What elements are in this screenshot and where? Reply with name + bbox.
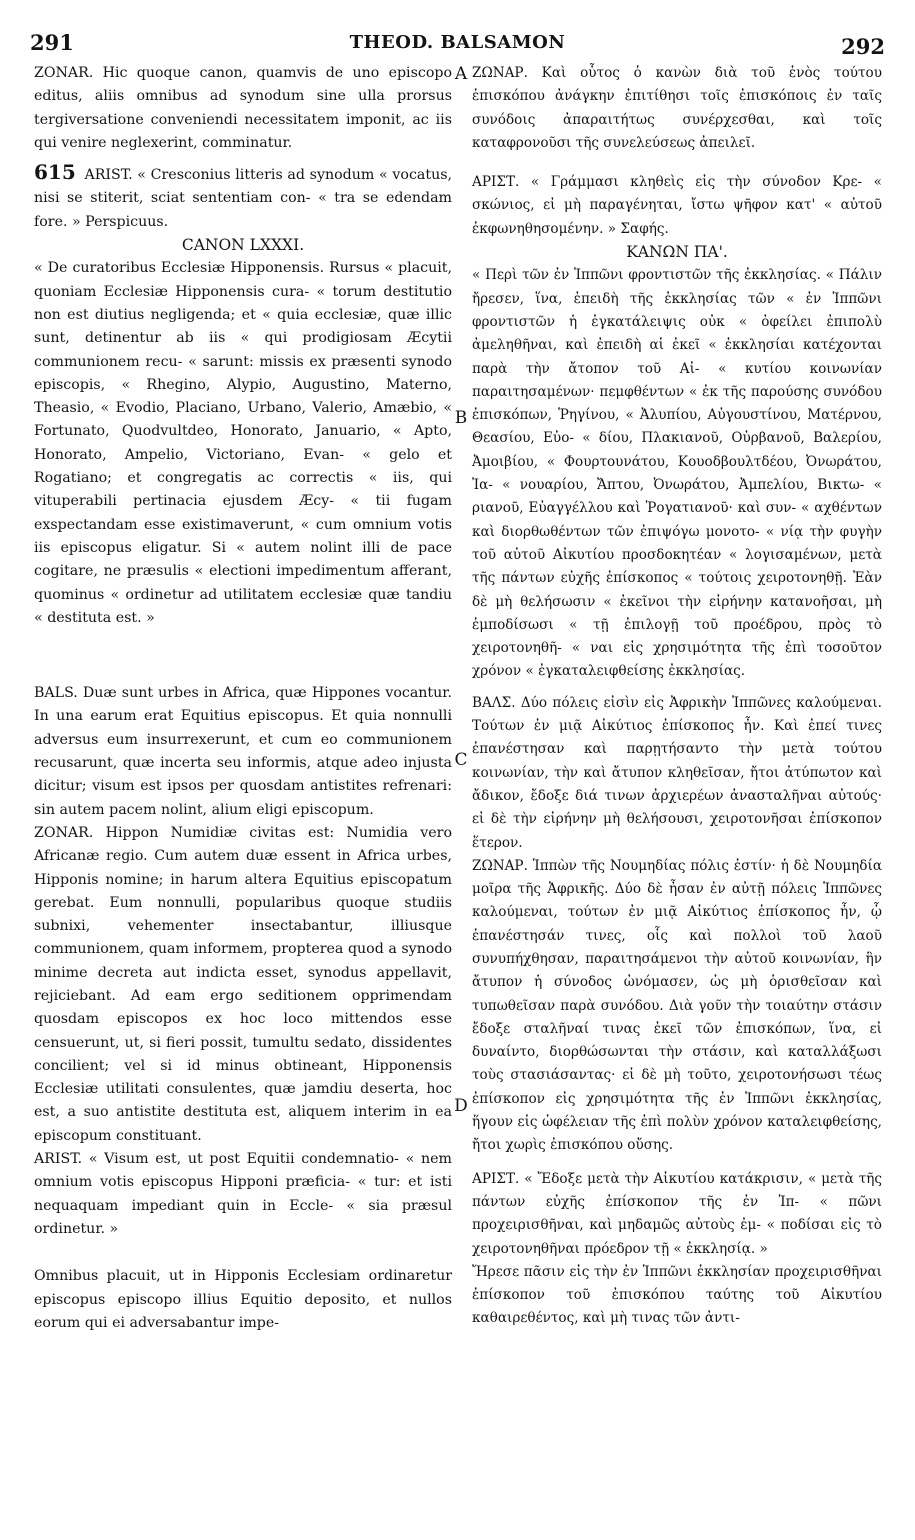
greek-zonar-paragraph-2: ΖΩΝΑΡ. Ἱππὼν τῆς Νουμηδίας πόλις ἐστίν· ἡ δὲ Νουμηδία μοῖρα τῆς Ἀφρικῆς. Δύο δὲ ἦσαν ἐν αὐτῇ πόλεις Ἱππῶνες καλούμεναι, τούτων ἐν μιᾷ Αἰκύτιος ἐπίσκοπος ἦν, ᾧ ἐπανέστησάν τινες, οἷς καὶ πολλοὶ τοῦ λαοῦ συνυπήχθησαν, παραιτησάμενοι τὴν αὐτοῦ κοινωνίαν, ἣν ἄτυπον ἡ σύνοδος ὠνόμασεν, ὡς μὴ ὁρισθεῖσαν καὶ τυπωθεῖσαν παρὰ συνόδου. Διὰ γοῦν τὴν τοιαύτην στάσιν ἔδοξε σταλῆναί τινας ἐκεῖ τῶν ἐπισκόπων, ἵνα, εἰ δυναίντο, διορθώσωνται τὴν στάσιν, καὶ καταλλάξωσι τοὺς στασιάσαντας· εἰ δὲ μὴ τοῦτο, χειροτονήσωσι τέως ἐπίσκοπον εἰς χρησιμότητα τῆς ἐν Ἱππῶνι ἐκκλησίας, ἥγουν εἰς ὠφέλειαν τῆς ἐπὶ πολὺν χρόνον καταλειφθείσης, ἤτοι χωρὶς ἐπισκόπου οὔσης. [472,857,882,1154]
arist-paragraph-1 [34,161,452,234]
page-number-left: 291 [30,30,74,55]
latin-column [34,62,452,1335]
canon-title-latin: CANON LXXXI. [181,236,305,255]
margin-letter-b: B [454,408,468,428]
zonar-paragraph-1: ZONAR. Hic quoque canon, quamvis de uno episcopo editus, aliis omnibus ad synodum sine ulla prorsus tergiversatione conveniendi necessitatem imponit, ac iis qui venire neglexerint, comminatur. [34,65,452,151]
greek-bals-paragraph: ΒΑΛΣ. Δύο πόλεις εἰσὶν εἰς Ἀφρικὴν Ἱππῶνες καλούμεναι. Τούτων ἐν μιᾷ Αἰκύτιος ἐπίσκοπος ἦν. Καὶ ἐπεί τινες ἐπανέστησαν καὶ παρῃτήσαντο τὴν μετὰ τούτου κοινωνίαν, τὴν καὶ ἄτυπον κληθεῖσαν, ἤτοι ἀτύπωτον καὶ ἄδικον, ἔδοξε διά τινων ἀρχιερέων ἀνασταλῆναι αὐτούς· εἰ δὲ τὴν εἰρήνην μὴ θελήσουσι, χειροτονῆσαι ἐπίσκοπον ἕτερον. [472,694,882,851]
margin-letter-d: D [454,1096,468,1116]
greek-presse-paragraph: Ἤρεσε πᾶσιν εἰς τὴν ἐν Ἱππῶνι ἐκκλησίαν προχειρισθῆναι ἐπίσκοπον τοῦ ἐπισκόπου ταύτης τοῦ Αἰκυτίου καθαιρεθέντος, καὶ μὴ τινας τῶν ἀντι- [472,1263,882,1327]
page-header [30,30,885,60]
bals-paragraph: BALS. Duæ sunt urbes in Africa, quæ Hippones vocantur. In una earum erat Equitius episcopus. Et quia nonnulli adversus eum insurrexerunt, et cum eo communionem recusarunt, quæ incerta seu informis, atque adeo injusta dicitur; visum est ipsos per quosdam antistites refrenari: sin autem pacem nolint, alium eligi episcopum. [34,685,452,818]
arist-paragraph-2: ARIST. « Visum est, ut post Equitii condemnatio- « nem omnium votis episcopus Hipponi præficia- « tur: et isti nequaquam impediant quin in Eccle- « sia præsul ordinetur. » [34,1151,452,1237]
canon-text-greek: « Περὶ τῶν ἐν Ἱππῶνι φροντιστῶν τῆς ἐκκλησίας. « Πάλιν ἤρεσεν, ἵνα, ἐπειδὴ τῆς ἐκκλησίας τῶν « ἐν Ἱππῶνι φροντιστῶν ἡ ἐγκατάλειψις οὐκ « ὀφείλει ἐπιπολὺ ἀμεληθῆναι, καὶ ἐπειδὴ αἱ ἐκεῖ « ἐκκλησίαι κατέχονται παρὰ τὴν ἄτοπον τοῦ Αἰ- « κυτίου κοινωνίαν παραιτησαμένων· πεμφθέντων « ἐκ τῆς παρούσης συνόδου ἐπισκόπων, Ῥηγίνου, « Ἀλυπίου, Αὐγουστίνου, Ματέρνου, Θεασίου, Εὐο- « δίου, Πλακιανοῦ, Οὐρβανοῦ, Βαλερίου, Ἀμοιβίου, « Φουρτουνάτου, Κουοδβουλτδέου, Ὀνωράτου, Ἰα- « νουαρίου, Ἄπτου, Ὀνωράτου, Ἀμπελίου, Βικτω- « ριανοῦ, Εὐαγγέλλου καὶ Ῥογατιανοῦ· καὶ συν- « αχθέντων καὶ διορθωθέντων τῶν ἐπιψόγω μονοτο- « νίᾳ τὴν φυγὴν τοῦ αὐτοῦ Αἰκυτίου προσδοκητέαν « λογισαμένων, μετὰ τῆς πάντων εὐχῆς ἐπίσκοπος « τούτοις χειροτονηθῇ. Ἐὰν δὲ μὴ θελήσωσιν « ἐκεῖνοι τὴν εἰρήνην κατανοῆσαι, μὴ ἐμποδίσωσι « τῇ ἐπιλογῇ τοῦ προέδρου, πρὸς τὸ χειροτονηθῆ- « ναι εἰς χρησιμότητα τῆς ἐπὶ τοσοῦτον χρόνον « ἐγκαταλειφθείσης ἐκκλησίας. [472,267,882,680]
canon-text-latin: « De curatoribus Ecclesiæ Hipponensis. Rursus « placuit, quoniam Ecclesiæ Hipponensis cura- « torum destitutio non est diutius negligenda; et « quia ecclesiæ, quæ illic sunt, detinentur ab iis « qui prodigiosam Æcytii communionem recu- « sarunt: missis ex præsenti synodo episcopis, « Rhegino, Alypio, Augustino, Materno, Theasio, « Evodio, Placiano, Urbano, Valerio, Amæbio, « Fortunato, Quodvultdeo, Honorato, Januario, « Apto, Honorato, Ampelio, Victoriano, Evan- « gelo et Rogatiano; et congregatis ac correctis « iis, qui vituperabili pertinacia ejusdem Æcy- « tii fugam exspectandam esse existimaverunt, « cum omnium votis iis episcopus eligatur. Si « autem nolint illi de pace cogitare, ne præsulis « electioni impedimentum afferant, quominus « ordinetur ad utilitatem ecclesiæ quæ tandiu « destituta est. » [34,260,452,626]
omnibus-paragraph: Omnibus placuit, ut in Hipponis Ecclesiam ordinaretur episcopus episcopo illius Equitio deposito, et nullos eorum qui ei adversabantur impe- [34,1268,452,1331]
greek-column [472,62,882,1331]
running-title: THEOD. BALSAMON [349,32,566,53]
greek-arist-paragraph-1: ΑΡΙΣΤ. « Γράμμασι κληθεὶς εἰς τὴν σύνοδον Κρε- « σκώνιος, εἰ μὴ παραγένηται, ἴστω ψῆφον κατ' « αὐτοῦ ἐκφωνηθησομένην. » Σαφής. [472,174,882,237]
page-number-right: 292 [841,34,885,59]
zonar-paragraph-2: ZONAR. Hippon Numidiæ civitas est: Numidia vero Africanæ regio. Cum autem duæ essent in Africa urbes, Hipponis nomine; in harum altera Equitius episcopatum gerebat. Eum nonnulli, popularibus quoque studiis subnixi, vehementer insectabantur, illiusque communionem, quam informem, propterea quod a synodo minime decreta aut indicta esset, synodus appellavit, rejiciebant. Ad eam ergo seditionem opprimendam quosdam episcopos ex hoc loco mittendos esse censuerunt, ut, si fieri possit, tumultu sedato, dissidentes concilient; vel si id minus obtineant, Hipponensis Ecclesiæ utilitati consulentes, quæ jamdiu deserta, hoc est, a suo antistite destituta est, aliquem interim in ea episcopum constituant. [34,824,452,1144]
greek-arist-paragraph-2: ΑΡΙΣΤ. « Ἔδοξε μετὰ τὴν Αἰκυτίου κατάκρισιν, « μετὰ τῆς πάντων εὐχῆς ἐπίσκοπον τῆς ἐν Ἱπ- « πῶνι προχειρισθῆναι, καὶ μηδαμῶς αὐτοὺς ἐμ- « ποδίσαι εἰς τὸ χειροτονηθῆναι πρόεδρον τῇ « ἐκκλησίᾳ. » [472,1170,882,1257]
section-number: 615 [34,160,76,185]
greek-zonar-paragraph-1: ΖΩΝΑΡ. Καὶ οὗτος ὁ κανὼν διὰ τοῦ ἑνὸς τούτου ἐπισκόπου ἀνάγκην ἐπιτίθησι τοῖς ἐπισκόποις ἐν ταῖς συνόδοις ἀπαραιτήτως συνέρχεσθαι, καὶ τοῖς καταφρονοῦσι τῆς συνελεύσεως ἀπειλεῖ. [472,65,882,151]
canon-title-greek: ΚΑΝΩΝ ΠΑ'. [626,243,728,262]
margin-letter-c: C [454,750,468,770]
arist-text-1: ARIST. « Cresconius litteris ad synodum « vocatus, nisi se stiterit, sciat sententiam con- « tra se edendam fore. » Perspicuus. [34,167,452,230]
margin-letter-a: A [454,64,468,84]
